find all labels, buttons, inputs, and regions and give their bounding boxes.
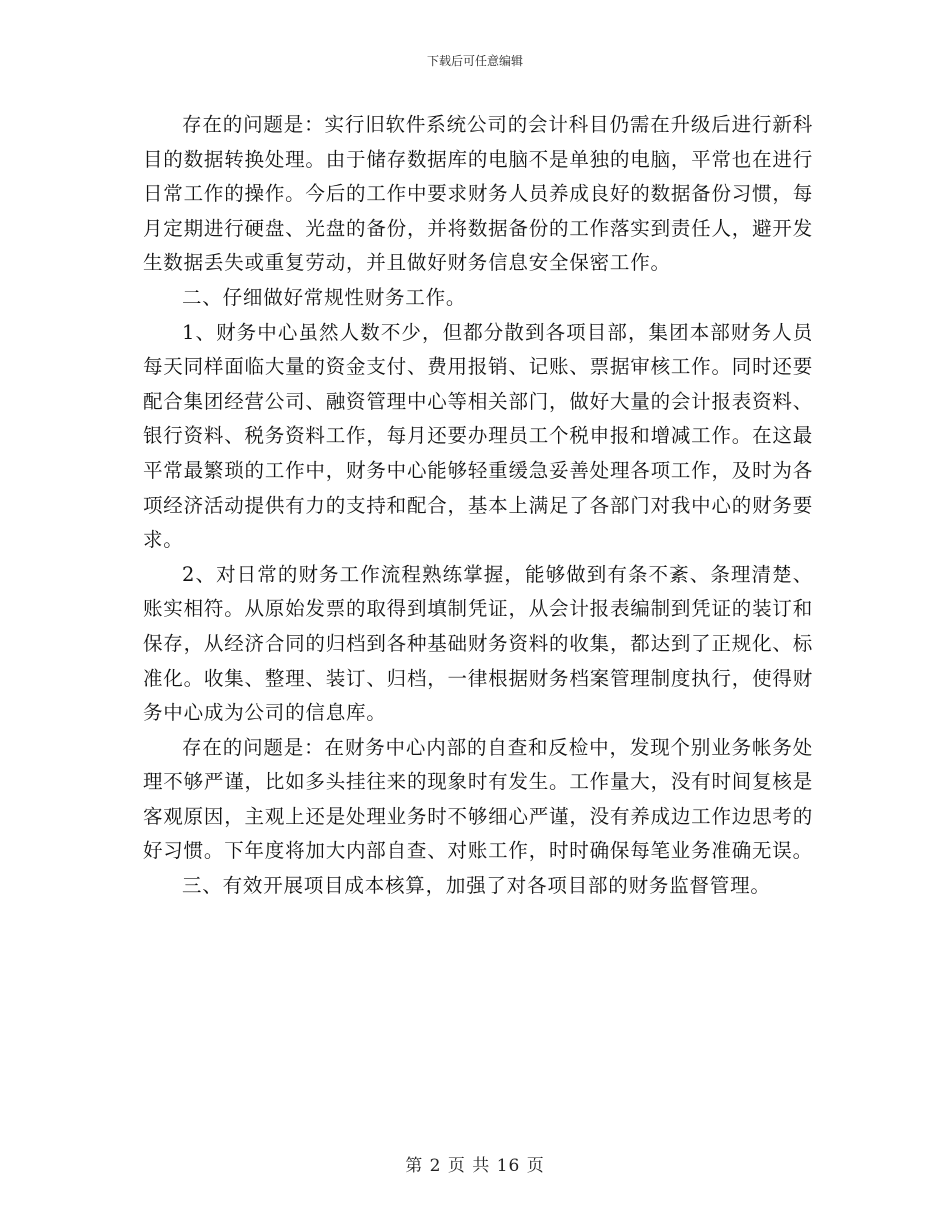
paragraph-problem-software: 存在的问题是：实行旧软件系统公司的会计科目仍需在升级后进行新科目的数据转换处理。由于储存数据库的电脑不是单独的电脑，平常也在进行日常工作的操作。今后的工作中要求财务人员养成良好的数据备份习惯，每月定期进行硬盘、光盘的备份，并将数据备份的工作落实到责任人，避开发生数据丢失或重复劳动，并且做好财务信息安全保密工作。 [143,113,813,275]
section-heading-3: 三、有效开展项目成本核算，加强了对各项目部的财务监督管理。 [182,874,771,898]
document-body [143,108,813,904]
paragraph-item-2: 2、对日常的财务工作流程熟练掌握，能够做到有条不紊、条理清楚、账实相符。从原始发票的取得到填制凭证，从会计报表编制到凭证的装订和保存，从经济合同的归档到各种基础财务资料的收集，都达到了正规化、标准化。收集、整理、装订、归档，一律根据财务档案管理制度执行，使得财务中心成为公司的信息库。 [143,562,813,725]
page-number-footer: 第 2 页 共 16 页 [405,1156,545,1176]
paragraph-problem-accounting: 存在的问题是：在财务中心内部的自查和反检中，发现个别业务帐务处理不够严谨，比如多头挂往来的现象时有发生。工作量大，没有时间复核是客观原因，主观上还是处理业务时不够细心严谨，没有养成边工作边思考的好习惯。下年度将加大内部自查、对账工作，时时确保每笔业务准确无误。 [143,735,813,863]
section-heading-2: 二、仔细做好常规性财务工作。 [182,285,467,309]
paragraph-item-1: 1、财务中心虽然人数不少，但都分散到各项目部，集团本部财务人员每天同样面临大量的资金支付、费用报销、记账、票据审核工作。同时还要配合集团经营公司、融资管理中心等相关部门，做好大量的会计报表资料、银行资料、税务资料工作，每月还要办理员工个税申报和增减工作。在这最平常最繁琐的工作中，财务中心能够轻重缓急妥善处理各项工作，及时为各项经济活动提供有力的支持和配合，基本上满足了各部门对我中心的财务要求。 [143,320,813,552]
page-header-note: 下载后可任意编辑 [426,54,523,68]
